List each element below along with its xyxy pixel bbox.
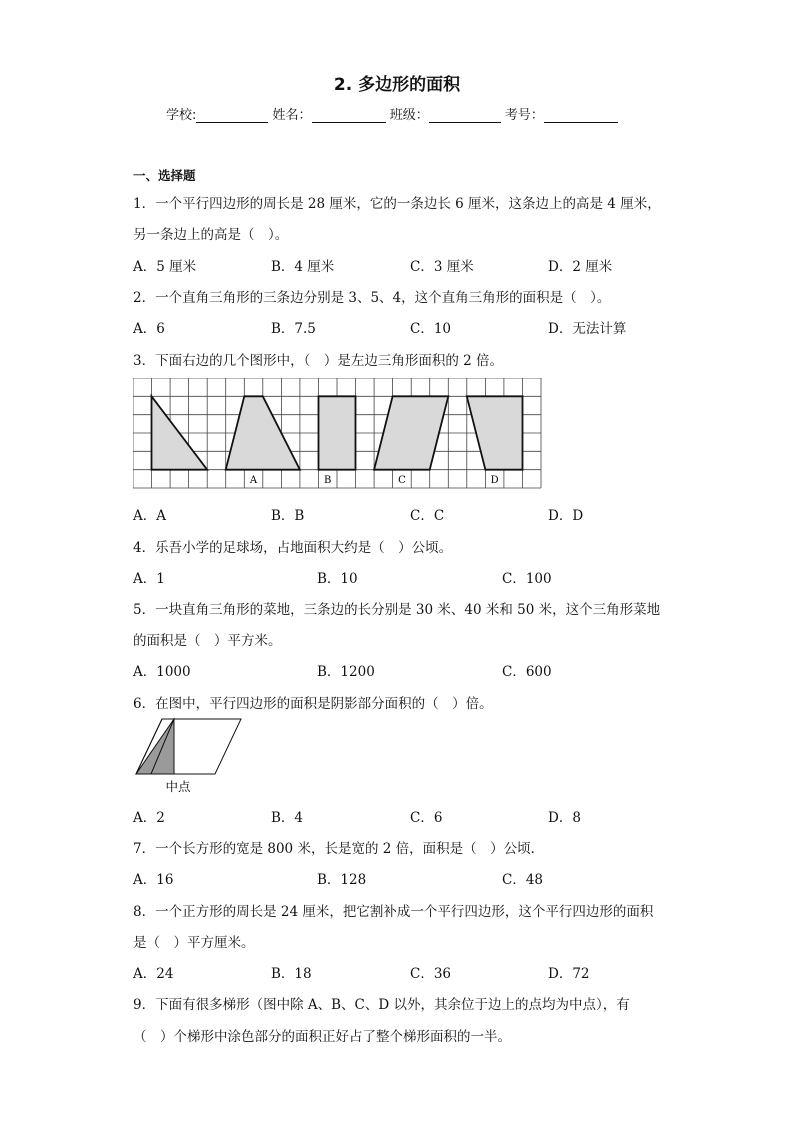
question-6-line-1: 6．在图中，平行四边形的面积是阴影部分面积的（ ）倍。 bbox=[133, 696, 493, 712]
q5-option-b[interactable]: B．1200 bbox=[317, 664, 375, 680]
question-2-line-1: 2．一个直角三角形的三条边分别是 3、5、4，这个直角三角形的面积是（ ）。 bbox=[133, 290, 611, 306]
student-info-row bbox=[166, 104, 618, 123]
q1-option-b[interactable]: B．4 厘米 bbox=[271, 259, 335, 275]
question-9-line-2: （ ）个梯形中涂色部分的面积正好占了整个梯形面积的一半。 bbox=[133, 1029, 511, 1045]
q3-grid-figure bbox=[133, 378, 545, 490]
question-5-line-1: 5．一块直角三角形的菜地，三条边的长分别是 30 米、40 米和 50 米，这个三角形菜地 bbox=[133, 602, 661, 618]
class-blank[interactable] bbox=[429, 108, 501, 123]
q8-option-a[interactable]: A．24 bbox=[133, 966, 174, 982]
q3-option-b[interactable]: B．B bbox=[271, 508, 305, 524]
question-7-line-1: 7．一个长方形的宽是 800 米，长是宽的 2 倍，面积是（ ）公顷． bbox=[133, 841, 545, 857]
q6-option-c[interactable]: C．6 bbox=[410, 810, 443, 826]
q1-option-c[interactable]: C．3 厘米 bbox=[410, 259, 474, 275]
q3-option-c[interactable]: C．C bbox=[410, 508, 445, 524]
q3-label-a: A bbox=[249, 475, 258, 486]
q8-option-d[interactable]: D．72 bbox=[548, 966, 590, 982]
question-9-line-1: 9．下面有很多梯形（图中除 A、B、C、D 以外，其余位于边上的点均为中点），有 bbox=[133, 997, 630, 1013]
question-1-line-1: 1．一个平行四边形的周长是 28 厘米，它的一条边长 6 厘米，这条边上的高是 4 厘米， bbox=[133, 196, 661, 212]
q3-shape-c-parallelogram bbox=[374, 396, 448, 469]
q8-option-b[interactable]: B．18 bbox=[271, 966, 312, 982]
page-title: 2. 多边形的面积 bbox=[333, 75, 461, 95]
name-label: 姓名： bbox=[272, 108, 312, 123]
question-8-line-2: 是（ ）平方厘米。 bbox=[133, 935, 255, 951]
q7-option-c[interactable]: C．48 bbox=[502, 872, 544, 888]
q8-option-c[interactable]: C．36 bbox=[410, 966, 452, 982]
q6-option-d[interactable]: D．8 bbox=[548, 810, 581, 826]
q3-option-a[interactable]: A．A bbox=[133, 508, 166, 524]
q5-option-c[interactable]: C．600 bbox=[502, 664, 552, 680]
question-1-line-2: 另一条边上的高是（ ）。 bbox=[133, 227, 289, 243]
q1-option-a[interactable]: A．5 厘米 bbox=[133, 259, 197, 275]
q3-shape-b-rectangle bbox=[319, 396, 356, 469]
question-8-line-1: 8．一个正方形的周长是 24 厘米，把它割补成一个平行四边形，这个平行四边形的面积 bbox=[133, 904, 654, 920]
q6-midpoint-label: 中点 bbox=[165, 779, 191, 794]
name-blank[interactable] bbox=[312, 108, 386, 123]
q1-option-d[interactable]: D．2 厘米 bbox=[548, 259, 613, 275]
number-blank[interactable] bbox=[544, 108, 618, 123]
q3-option-d[interactable]: D．D bbox=[548, 508, 584, 524]
q6-parallelogram-figure bbox=[133, 717, 253, 797]
question-5-line-2: 的面积是（ ）平方米。 bbox=[133, 633, 282, 649]
q6-option-b[interactable]: B．4 bbox=[271, 810, 304, 826]
school-label: 学校: bbox=[166, 108, 197, 123]
q2-option-d[interactable]: D．无法计算 bbox=[548, 321, 627, 337]
question-4-line-1: 4．乐吾小学的足球场，占地面积大约是（ ）公顷。 bbox=[133, 540, 453, 556]
q3-label-b: B bbox=[324, 475, 332, 486]
q7-option-a[interactable]: A．16 bbox=[133, 872, 174, 888]
number-label: 考号： bbox=[504, 108, 544, 123]
section-title: 一、选择题 bbox=[133, 168, 196, 183]
question-3-line-1: 3．下面右边的几个图形中，（ ）是左边三角形面积的 2 倍。 bbox=[133, 353, 504, 369]
q6-option-a[interactable]: A．2 bbox=[133, 810, 165, 826]
q2-option-a[interactable]: A．6 bbox=[133, 321, 165, 337]
q3-label-c: C bbox=[398, 475, 406, 486]
q2-option-b[interactable]: B．7.5 bbox=[271, 321, 316, 337]
school-blank[interactable] bbox=[196, 108, 268, 123]
q4-option-b[interactable]: B．10 bbox=[317, 571, 358, 587]
q4-option-c[interactable]: C．100 bbox=[502, 571, 552, 587]
class-label: 班级： bbox=[389, 108, 429, 123]
q3-label-d: D bbox=[490, 475, 499, 486]
q4-option-a[interactable]: A．1 bbox=[133, 571, 165, 587]
q5-option-a[interactable]: A．1000 bbox=[133, 664, 191, 680]
q2-option-c[interactable]: C．10 bbox=[410, 321, 452, 337]
q7-option-b[interactable]: B．128 bbox=[317, 872, 367, 888]
q6-shaded-triangle bbox=[136, 719, 174, 774]
